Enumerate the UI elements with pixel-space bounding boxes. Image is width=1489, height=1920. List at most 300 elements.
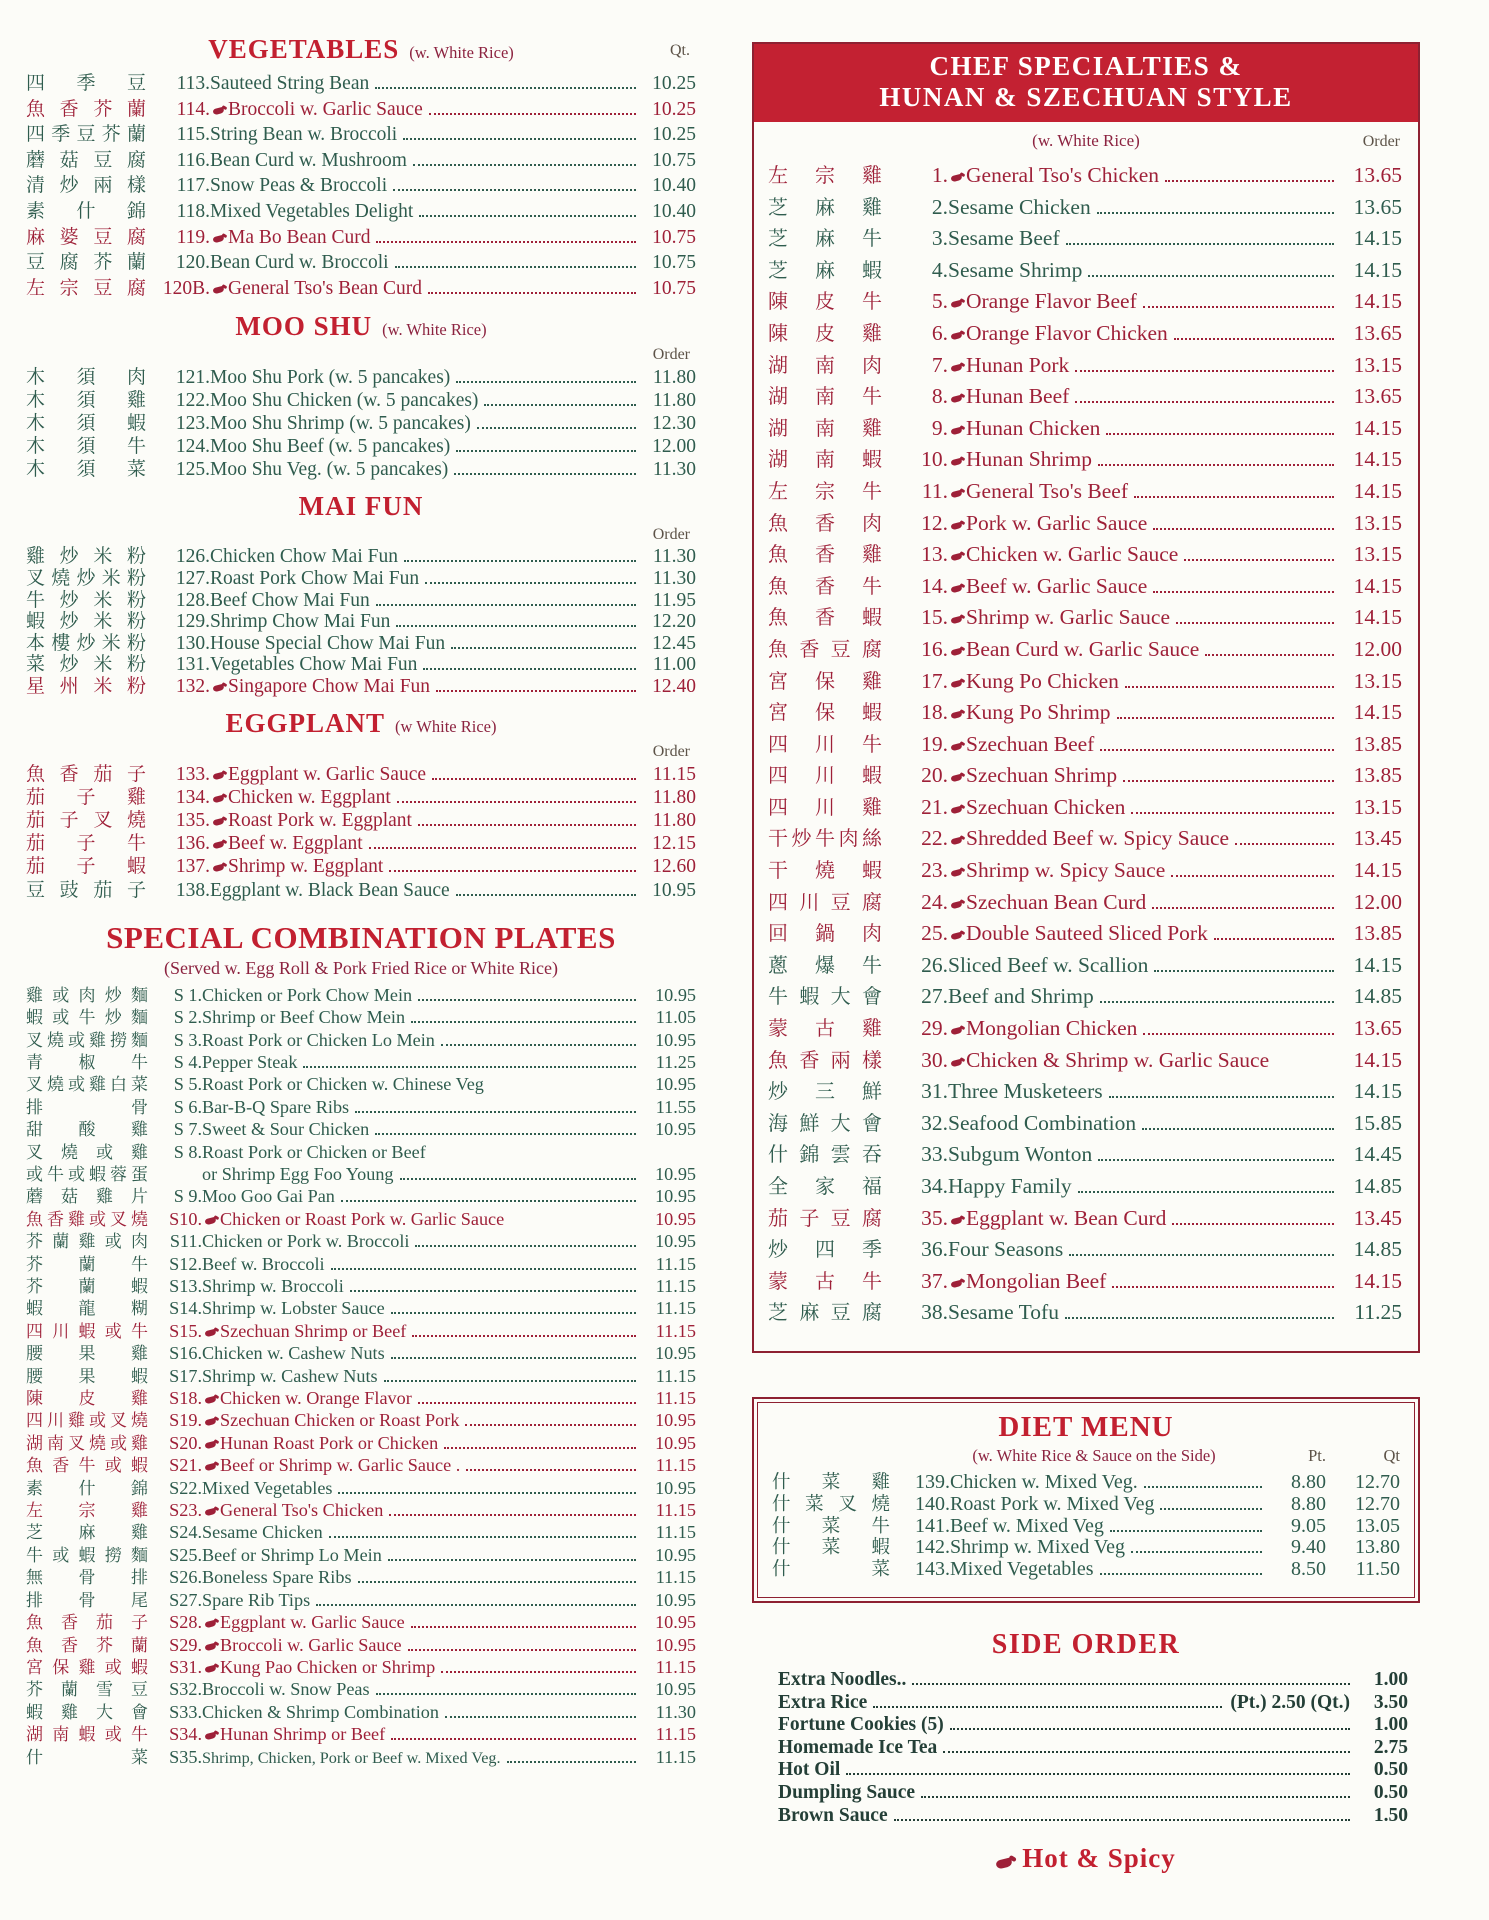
item-name: Shrimp w. Eggplant <box>228 856 384 878</box>
chinese-character: 牛 <box>862 1268 882 1293</box>
item-price: 10.95 <box>655 1343 696 1364</box>
chinese-character: 蝦 <box>26 610 46 633</box>
chinese-character: 雞 <box>862 668 882 693</box>
mai-fun-item-list <box>26 546 696 697</box>
chinese-character: 麻 <box>26 225 46 248</box>
chinese-character: 骨 <box>131 1097 148 1118</box>
dotted-leader <box>418 999 636 1001</box>
section-moo-shu <box>26 311 696 481</box>
item-chinese-name <box>772 1537 890 1559</box>
item-price: 14.15 <box>1353 605 1402 630</box>
menu-item <box>26 1679 696 1701</box>
chinese-character: 叉 <box>26 566 46 589</box>
item-number: 17. <box>921 668 948 693</box>
item-price: 11.95 <box>652 589 696 611</box>
chinese-character: 鮮 <box>862 1079 882 1104</box>
dotted-leader <box>1134 496 1334 498</box>
dotted-leader <box>456 381 636 383</box>
item-number: S 9. <box>173 1186 202 1207</box>
side-order-item <box>778 1714 1408 1737</box>
diet-subtitle-row <box>772 1446 1400 1466</box>
item-number: 125. <box>175 459 210 481</box>
item-price: 13.65 <box>1353 194 1402 219</box>
dotted-leader <box>428 292 636 294</box>
item-name: Double Sauteed Sliced Pork <box>966 921 1208 946</box>
chili-pepper-icon <box>951 867 964 877</box>
item-price: 10.95 <box>655 1589 696 1610</box>
item-number: 29. <box>921 1016 948 1041</box>
chinese-character: 炒 <box>59 588 79 611</box>
item-number: S22. <box>169 1477 202 1498</box>
dotted-leader <box>1075 370 1334 372</box>
chinese-character: 芥 <box>101 123 121 146</box>
item-name: Sesame Chicken <box>202 1522 323 1543</box>
chinese-character: 回 <box>768 921 788 946</box>
item-number: S26. <box>169 1567 202 1588</box>
chili-pepper-icon <box>951 172 964 182</box>
item-number: 13. <box>921 542 948 567</box>
item-price: 10.95 <box>655 1634 696 1655</box>
item-chinese-name <box>26 1031 148 1052</box>
item-name: Moo Goo Gai Pan <box>202 1186 335 1207</box>
chinese-character: 豆 <box>830 889 851 914</box>
item-number: S11. <box>169 1231 202 1252</box>
item-number: 34. <box>921 1174 948 1198</box>
item-name: Chicken or Pork w. Broccoli <box>202 1231 410 1252</box>
chinese-character: 左 <box>26 276 46 299</box>
chinese-character: 腐 <box>861 889 882 914</box>
item-name: General Tso's Beef <box>966 478 1128 503</box>
dotted-leader <box>1142 1128 1334 1130</box>
chinese-character: 芝 <box>768 194 788 219</box>
item-chinese-name <box>26 1210 148 1231</box>
chili-pepper-icon <box>951 646 964 656</box>
vegetables-item-list <box>26 71 696 301</box>
chinese-character: 雞 <box>871 1471 890 1493</box>
chinese-character: 豆 <box>93 276 113 299</box>
chinese-character: 菇 <box>59 148 79 171</box>
item-name: Pork w. Garlic Sauce <box>966 510 1148 535</box>
item-chinese-name <box>768 508 882 540</box>
chinese-character: 菜 <box>821 1515 841 1537</box>
chinese-character: 鍋 <box>815 921 835 946</box>
item-price: 11.15 <box>655 1724 696 1745</box>
chinese-character: 川 <box>52 1321 70 1342</box>
chinese-character: 蝦 <box>799 984 820 1009</box>
item-price: 15.85 <box>1353 1110 1402 1135</box>
chinese-character: 川 <box>815 794 835 819</box>
item-name: House Special Chow Mai Fun <box>210 632 446 654</box>
chinese-character: 須 <box>76 366 96 389</box>
item-price: 11.15 <box>652 763 696 785</box>
menu-item <box>26 173 696 199</box>
chinese-character: 雪 <box>96 1680 113 1701</box>
chinese-character: 肉 <box>862 352 882 377</box>
item-number: 128. <box>175 589 210 611</box>
chinese-character: 尾 <box>131 1590 148 1611</box>
item-chinese-name <box>26 1411 148 1432</box>
item-chinese-name <box>26 1725 148 1746</box>
dotted-leader <box>1088 275 1334 277</box>
chili-pepper-icon <box>213 682 226 692</box>
menu-item <box>26 590 696 612</box>
chinese-character: 宗 <box>59 276 79 299</box>
item-chinese-name <box>26 654 146 676</box>
dotted-leader <box>950 1728 1350 1730</box>
menu-item <box>768 1234 1402 1266</box>
dotted-leader <box>1097 212 1334 214</box>
chinese-character: 蝦 <box>862 700 882 725</box>
item-number: S27. <box>169 1589 202 1610</box>
chinese-character: 骨 <box>78 1568 96 1589</box>
item-name: Happy Family <box>948 1174 1072 1198</box>
chinese-character: 川 <box>799 889 820 914</box>
chinese-character: 木 <box>26 435 46 458</box>
item-number: 37. <box>921 1268 948 1293</box>
hot-spicy-label: Hot & Spicy <box>1022 1843 1176 1874</box>
dotted-leader <box>329 1536 636 1538</box>
item-price: 10.95 <box>655 1410 696 1431</box>
item-number: S23. <box>169 1500 202 1521</box>
diet-menu-box <box>752 1397 1420 1603</box>
chinese-character: 古 <box>815 1016 835 1041</box>
item-number: 116. <box>176 149 210 171</box>
menu-item <box>768 634 1402 666</box>
chinese-character: 炒 <box>768 1079 788 1104</box>
dotted-leader <box>1214 938 1334 940</box>
item-chinese-name <box>26 1523 148 1544</box>
chili-pepper-icon <box>951 583 964 593</box>
item-name: Chicken or Pork Chow Mein <box>202 984 413 1005</box>
item-name: Szechuan Shrimp or Beef <box>220 1320 407 1341</box>
item-price: 1.00 <box>1373 1668 1408 1690</box>
item-chinese-name <box>768 1234 882 1266</box>
dotted-leader <box>873 1706 1222 1708</box>
chinese-character: 骨 <box>78 1590 96 1611</box>
chinese-character: 或 <box>110 1433 127 1454</box>
item-chinese-name <box>26 1501 148 1522</box>
item-number: S29. <box>169 1634 202 1655</box>
chinese-character: 魚 <box>768 542 788 567</box>
chili-pepper-icon <box>996 1855 1015 1870</box>
item-chinese-name <box>772 1494 890 1516</box>
item-price: 14.15 <box>1353 1079 1402 1104</box>
chinese-character: 炒 <box>59 545 79 568</box>
chef-item-list <box>754 156 1418 1329</box>
chinese-character: 或 <box>104 1456 122 1477</box>
item-number: 8. <box>931 384 948 409</box>
chinese-character: 州 <box>59 674 79 697</box>
item-number: 25. <box>921 921 948 946</box>
item-number: S 6. <box>173 1096 202 1117</box>
menu-item <box>26 1522 696 1544</box>
menu-item <box>768 1076 1402 1108</box>
chinese-character: 錦 <box>126 199 146 222</box>
dotted-leader <box>1143 1033 1334 1035</box>
item-chinese-name <box>26 1568 148 1589</box>
chinese-character: 皮 <box>815 320 835 345</box>
item-number: S17. <box>169 1365 202 1386</box>
menu-item <box>768 444 1402 476</box>
item-price: 10.25 <box>652 98 696 120</box>
item-number: S14. <box>169 1298 202 1319</box>
menu-item <box>768 1171 1402 1203</box>
menu-item <box>26 1724 696 1746</box>
menu-item <box>768 666 1402 698</box>
item-name: Bean Curd w. Garlic Sauce <box>966 636 1200 661</box>
item-number: 5. <box>931 289 948 314</box>
item-price: 10.95 <box>655 1029 696 1050</box>
item-chinese-name <box>26 71 146 96</box>
chinese-character: 蘭 <box>131 1635 148 1656</box>
chinese-character: 魚 <box>768 573 788 598</box>
chinese-character: 粉 <box>126 653 146 676</box>
chinese-character: 燒 <box>47 1075 64 1096</box>
item-chinese-name <box>768 823 882 855</box>
dotted-leader <box>1106 433 1334 435</box>
chinese-character: 木 <box>26 412 46 435</box>
item-price: 12.15 <box>652 833 696 855</box>
chinese-character: 蝦 <box>126 855 146 878</box>
item-price: 11.55 <box>655 1096 696 1117</box>
item-chinese-name <box>26 1658 148 1679</box>
item-price: 14.15 <box>1353 415 1402 440</box>
item-number: 135. <box>175 809 210 831</box>
chinese-character: 四 <box>768 794 788 819</box>
item-chinese-name <box>768 223 882 255</box>
item-name: Chicken w. Mixed Veg. <box>950 1470 1138 1493</box>
chinese-character: 麻 <box>78 1523 96 1544</box>
chinese-character: 炒 <box>59 610 79 633</box>
chinese-character: 芝 <box>768 257 788 282</box>
chinese-character: 錦 <box>799 1142 820 1167</box>
menu-right-column <box>752 42 1420 1874</box>
menu-item <box>26 1298 696 1320</box>
chinese-character: 魚 <box>26 1635 43 1656</box>
item-chinese-name <box>768 571 882 603</box>
menu-item <box>768 1139 1402 1171</box>
menu-item <box>26 1231 696 1253</box>
side-order-item <box>778 1669 1408 1692</box>
item-chinese-name <box>26 276 146 301</box>
side-order-item <box>778 1805 1408 1828</box>
menu-item <box>26 250 696 276</box>
menu-item <box>768 697 1402 729</box>
side-order-item <box>778 1692 1408 1715</box>
menu-item <box>26 1254 696 1276</box>
chinese-character: 魚 <box>26 1456 43 1477</box>
section-title: VEGETABLES <box>208 34 400 64</box>
item-price: 11.15 <box>655 1746 696 1767</box>
chinese-character: 腐 <box>59 251 79 274</box>
item-number: 36. <box>921 1237 948 1262</box>
chinese-character: 牛 <box>862 478 882 503</box>
dotted-leader <box>1078 1191 1334 1193</box>
item-number: 38. <box>921 1300 948 1325</box>
dotted-leader <box>1153 528 1334 530</box>
dotted-leader <box>436 690 636 692</box>
item-name: Four Seasons <box>948 1237 1064 1262</box>
dotted-leader <box>1171 875 1334 877</box>
chinese-character: 或 <box>104 1657 122 1678</box>
item-number: 20. <box>921 763 948 788</box>
item-price: 14.85 <box>1353 1174 1402 1198</box>
chinese-character: 素 <box>26 199 46 222</box>
item-number: 7. <box>931 352 948 377</box>
item-chinese-name <box>768 981 882 1013</box>
menu-item <box>768 539 1402 571</box>
dotted-leader <box>921 1796 1350 1798</box>
dotted-leader <box>451 647 636 649</box>
item-chinese-name <box>26 1613 148 1634</box>
menu-item <box>26 1612 696 1634</box>
dotted-leader <box>341 1200 636 1202</box>
item-chinese-name <box>26 611 146 633</box>
chinese-character: 三 <box>815 1079 835 1104</box>
item-name: Shrimp, Chicken, Pork or Beef w. Mixed Veg. <box>202 1748 501 1767</box>
chinese-character: 樣 <box>861 1047 882 1072</box>
menu-item <box>26 546 696 568</box>
chinese-character: 香 <box>47 1209 64 1230</box>
price-column-label: Order <box>652 526 690 544</box>
item-price: 14.15 <box>1353 858 1402 883</box>
item-name: Mixed Vegetables <box>202 1477 333 1498</box>
chinese-character: 干 <box>768 858 788 883</box>
chinese-character: 燒 <box>89 1433 106 1454</box>
menu-item <box>768 286 1402 318</box>
item-price: 14.15 <box>1353 447 1402 472</box>
chinese-character: 雞 <box>26 985 43 1006</box>
item-chinese-name <box>768 1139 882 1171</box>
item-number: 33. <box>921 1142 948 1167</box>
item-chinese-name <box>768 887 882 919</box>
item-number: 127. <box>175 567 210 589</box>
dotted-leader <box>1131 1551 1262 1553</box>
item-price-quart: 12.70 <box>1355 1470 1400 1493</box>
chinese-character: 宗 <box>815 163 835 187</box>
chinese-character: 什 <box>26 1747 43 1768</box>
item-name: Bean Curd w. Broccoli <box>210 252 389 274</box>
chinese-character: 大 <box>830 984 851 1009</box>
item-chinese-name <box>768 1108 882 1140</box>
menu-item <box>768 1013 1402 1045</box>
item-size-prices: (Pt.) 2.50 (Qt.) <box>1230 1691 1350 1713</box>
chinese-character: 古 <box>815 1268 835 1293</box>
item-name: Chicken & Shrimp Combination <box>202 1701 439 1722</box>
section-title: EGGPLANT <box>225 707 386 738</box>
chinese-character: 雞 <box>61 1702 78 1723</box>
item-name: Subgum Wonton <box>948 1142 1093 1167</box>
chinese-character: 湖 <box>768 384 788 409</box>
item-number: 123. <box>175 413 210 435</box>
dotted-leader <box>943 1751 1350 1753</box>
item-name: Shrimp w. Spicy Sauce <box>966 858 1166 883</box>
menu-item <box>26 412 696 435</box>
chinese-character: 腰 <box>26 1366 43 1387</box>
menu-item <box>26 1030 696 1052</box>
menu-item <box>26 611 696 633</box>
chili-pepper-icon <box>213 862 226 872</box>
item-price-quart: 13.05 <box>1355 1514 1400 1537</box>
item-price: 0.50 <box>1373 1781 1408 1803</box>
item-chinese-name <box>768 413 882 445</box>
menu-item <box>768 602 1402 634</box>
item-number: 113. <box>176 73 210 94</box>
item-number: 23. <box>921 858 948 883</box>
item-number: 32. <box>921 1110 948 1135</box>
chinese-character: 魚 <box>26 1613 43 1634</box>
item-name: Sauteed String Bean <box>210 73 370 94</box>
menu-item <box>26 1635 696 1657</box>
chinese-character: 魚 <box>768 1047 788 1072</box>
chinese-character: 牛 <box>131 1052 148 1073</box>
item-name: Beef w. Mixed Veg <box>950 1514 1104 1537</box>
chinese-character: 子 <box>76 832 96 855</box>
item-chinese-name <box>26 412 146 434</box>
chinese-character: 芥 <box>26 1680 43 1701</box>
chinese-character: 芥 <box>26 1277 43 1297</box>
chinese-character: 南 <box>815 415 835 440</box>
item-number: S34. <box>169 1724 202 1745</box>
item-chinese-name <box>26 1277 148 1298</box>
item-name: Kung Po Chicken <box>966 668 1119 693</box>
item-price: 10.95 <box>655 1612 696 1633</box>
chinese-character: 粉 <box>126 566 146 589</box>
chili-pepper-icon <box>205 1641 218 1651</box>
item-number: S32. <box>169 1679 202 1700</box>
menu-item <box>26 763 696 786</box>
item-price: 12.40 <box>652 675 696 697</box>
item-name: Szechuan Chicken or Roast Pork <box>220 1410 460 1431</box>
item-chinese-name <box>26 633 146 655</box>
chinese-character: 粉 <box>126 545 146 568</box>
item-name: Bar-B-Q Spare Ribs <box>202 1096 350 1117</box>
item-price: 10.95 <box>655 1477 696 1498</box>
chinese-character: 豆 <box>93 225 113 248</box>
item-price: 0.50 <box>1373 1759 1408 1781</box>
item-name: String Bean w. Broccoli <box>210 124 398 146</box>
chinese-character: 蝦 <box>131 1366 148 1387</box>
item-name: Hunan Shrimp <box>966 447 1093 472</box>
item-number: S 7. <box>173 1119 202 1140</box>
item-name: Shrimp w. Cashew Nuts <box>202 1365 378 1386</box>
chinese-character: 什 <box>772 1471 791 1493</box>
chili-pepper-icon <box>951 772 964 782</box>
item-price: 10.95 <box>655 1119 696 1140</box>
item-price: 11.15 <box>655 1500 696 1521</box>
side-order-item <box>778 1782 1408 1805</box>
chinese-character: 菜 <box>821 1471 841 1493</box>
item-name: Beef w. Broccoli <box>202 1253 325 1274</box>
chinese-character: 宮 <box>768 668 788 693</box>
chinese-character: 宮 <box>768 700 788 725</box>
menu-item <box>772 1472 1400 1494</box>
item-chinese-name <box>768 444 882 476</box>
chinese-character: 炒 <box>59 653 79 676</box>
item-chinese-name <box>26 1389 148 1410</box>
menu-item <box>26 879 696 902</box>
menu-item <box>26 458 696 481</box>
item-name: Pepper Steak <box>202 1051 298 1072</box>
item-price: 1.00 <box>1373 1714 1408 1736</box>
menu-item <box>26 1433 696 1455</box>
chinese-character: 蝦 <box>862 858 882 883</box>
item-chinese-name <box>26 148 146 173</box>
item-name: Eggplant w. Garlic Sauce <box>220 1612 405 1633</box>
chinese-character: 無 <box>26 1568 43 1589</box>
banner-title-line2: HUNAN & SZECHUAN STYLE <box>879 82 1293 112</box>
chinese-character: 叉 <box>110 1411 127 1432</box>
